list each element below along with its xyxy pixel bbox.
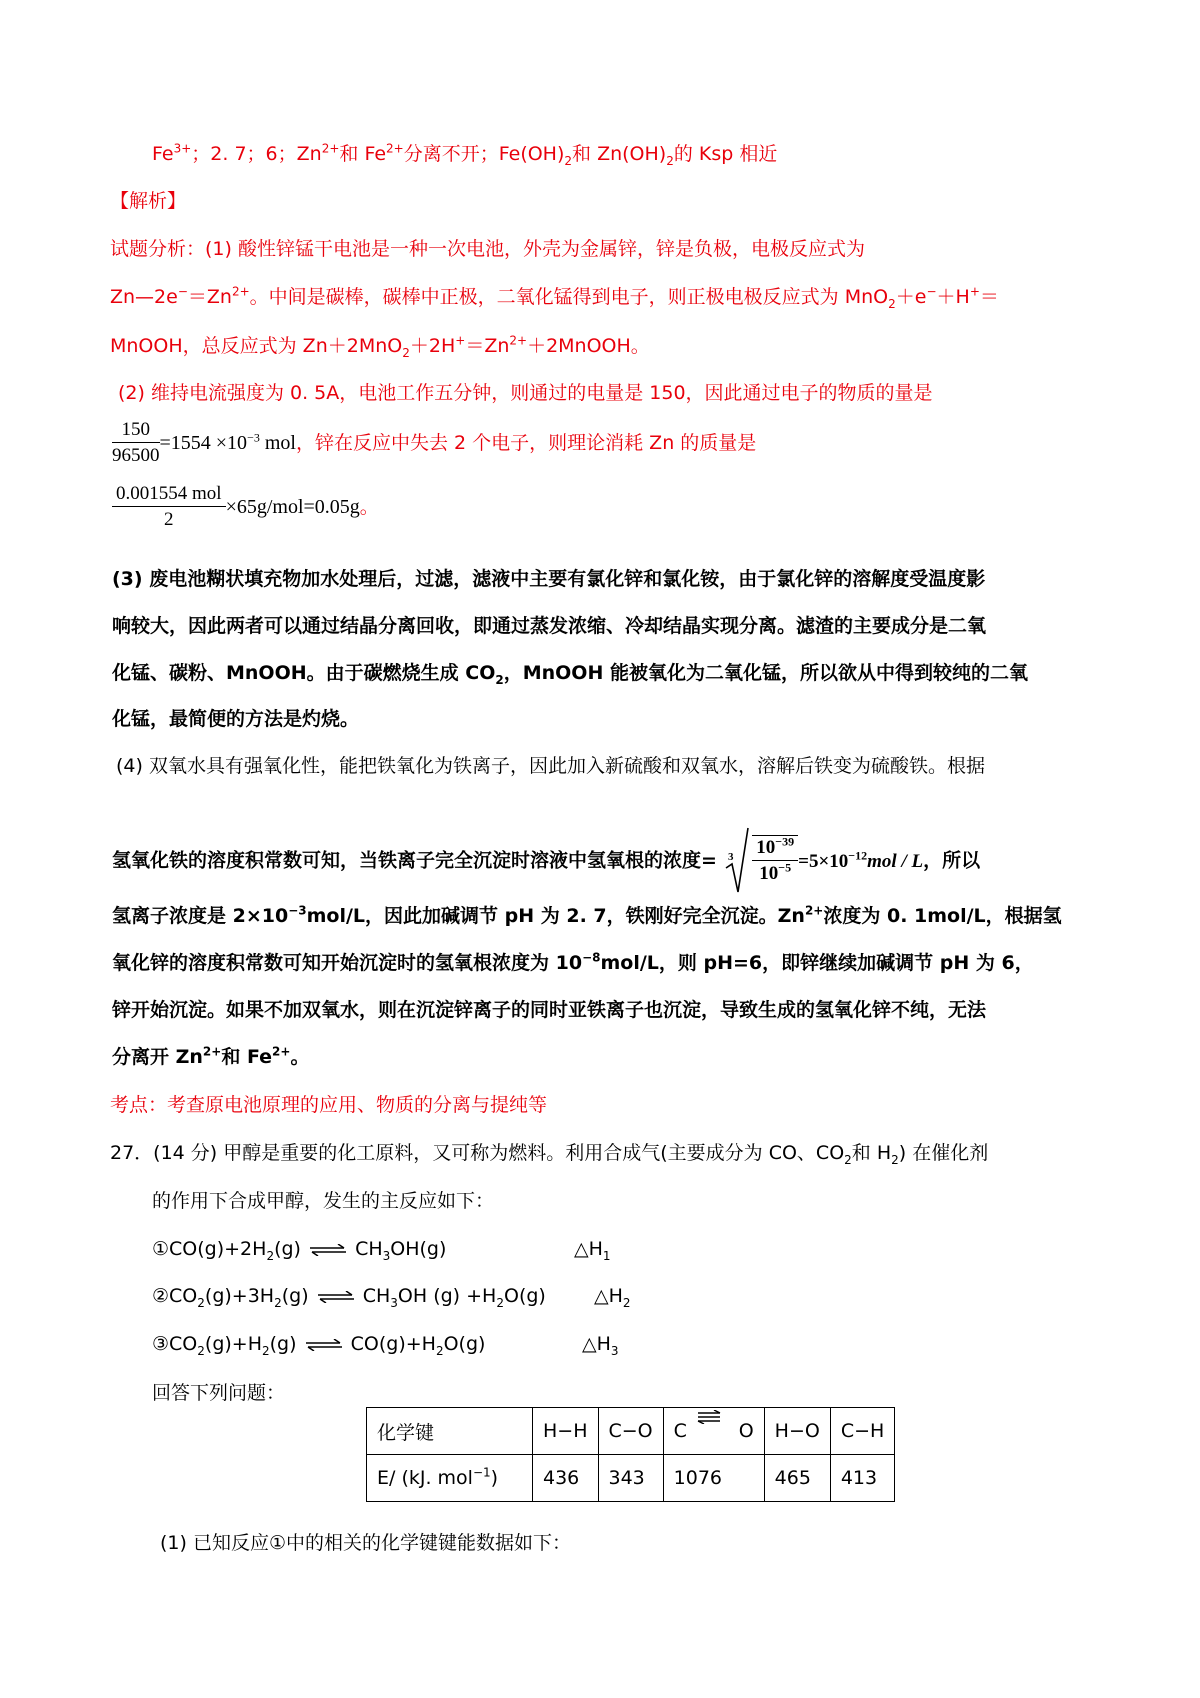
reaction-2: $②CO_2(g)+3H_2(g)$ $CH_3OH$ $(g) +H_2O(g)$ [152, 1285, 546, 1310]
reaction-3: $③CO_2(g)+H_2(g)$ $CO(g)+H_2O(g)$ [152, 1333, 486, 1358]
section3-line1: (3) 废电池糊状填充物加水处理后，过滤，滤液中主要有氯化锌和氯化铵，由于氯化锌的溶解度受温度影 [112, 568, 986, 590]
section3-line4: 化锰，最简便的方法是灼烧。 [112, 708, 360, 730]
section2-equation1: $\frac{150}{96500}$ $=1554 \times 10^{-3}$ mol，锌在反应中失去 2 个电子，则理论消耗 Zn 的质量是 [112, 418, 756, 469]
section3-line2: 响较大，因此两者可以通过结晶分离回收，即通过蒸发浓缩、冷却结晶实现分离。滤渣的主要成分是二氧 [112, 615, 987, 637]
table-row [367, 1408, 895, 1455]
reaction-1: $①CO(g)+2H_2(g)$ $CH_3OH(g)$ [152, 1238, 447, 1263]
table-cell: 343 [598, 1455, 663, 1502]
top-answer-line: $Fe^{3+}$；2. 7；6；$Zn^{2+}$和 $Fe^{2+}$分离不开；$Fe(OH)_2$和 $Zn(OH)_2$的 Ksp 相近 [152, 141, 778, 168]
cube-root-expression: 3 $\frac{10^{-39}}{10^{-5}}$ [724, 826, 799, 896]
section4-line3: 氢离子浓度是 $2\times 10^{-3}mol/L$，因此加碱调节 pH 为 2. 7，铁刚好完全沉淀。$Zn^{2+}$浓度为 0. 1mol/L，根据氢 [112, 903, 1062, 927]
section4-line6: 分离开 $Zn^{2+}$和 $Fe^{2+}$。 [112, 1044, 310, 1068]
table-cell: 436 [533, 1455, 599, 1502]
reaction-3-dh: $\triangle H_3$ [582, 1333, 619, 1358]
q27-line2: 的作用下合成甲醇，发生的主反应如下： [152, 1190, 495, 1212]
section4-line1: (4) 双氧水具有强氧化性，能把铁氧化为铁离子，因此加入新硫酸和双氧水，溶解后铁变为硫酸铁。根据 [116, 755, 985, 777]
table-header-cell: C−O [598, 1408, 663, 1455]
section4-line2: 氢氧化铁的溶度积常数可知，当铁离子完全沉淀时溶液中氢氧根的浓度= 3 $\frac{10^{-39}}{10^{-5}}$ $=5\times 10^{-12}mol / L$，所以 [112, 826, 980, 896]
section3-line3: 化锰、碳粉、MnOOH。由于碳燃烧生成 $CO_2$，MnOOH 能被氧化为二氧化锰，所以欲从中得到较纯的二氧 [112, 662, 1028, 687]
table-row-label: E/ (kJ. mol$^{-1}$) [367, 1455, 533, 1502]
section1-line2: $Zn—2e^-=Zn^{2+}$。中间是碳棒，碳棒中正极，二氧化锰得到电子，则正极电极反应式为 MnO$_2$＋e−＋H+＝ [110, 284, 999, 311]
kaodian-line: 考点：考查原电池原理的应用、物质的分离与提纯等 [110, 1094, 548, 1116]
q27-sub1: (1) 已知反应①中的相关的化学键键能数据如下： [160, 1532, 571, 1554]
reaction-2-dh: $\triangle H_2$ [594, 1285, 631, 1310]
table-header-cell: C−H [830, 1408, 894, 1455]
table-cell: 465 [764, 1455, 830, 1502]
table-header-cell: H−O [764, 1408, 830, 1455]
table-header-cell-triple-bond: C O [663, 1408, 764, 1455]
reaction-1-dh: $\triangle H_1$ [574, 1238, 611, 1263]
bond-energy-table [366, 1407, 895, 1502]
table-header-cell: H−H [533, 1408, 599, 1455]
equilibrium-arrow-icon [310, 1244, 346, 1256]
table-cell: 1076 [663, 1455, 764, 1502]
section1-line3: MnOOH，总反应式为 $Zn+2MnO_2+2H^+=Zn^{2+}+2MnOOH$。 [110, 333, 650, 360]
table-row [367, 1455, 895, 1502]
fraction-150-over-96500: $\frac{150}{96500}$ [112, 419, 160, 466]
equilibrium-arrow-icon [318, 1291, 354, 1303]
analysis-heading: 【解析】 [110, 190, 187, 212]
answer-prompt: 回答下列问题： [152, 1382, 286, 1404]
section2-equation2: $\frac{\text{0.001554 mol}}{2}$ ×65g/mol=0.05g。 [112, 482, 379, 533]
section4-line4: 氧化锌的溶度积常数可知开始沉淀时的氢氧根浓度为 $10^{-8}mol/L$，则 pH=6，即锌继续加碱调节 pH 为 6， [112, 950, 1034, 974]
section2-line1: (2) 维持电流强度为 0. 5A，电池工作五分钟，则通过的电量是 150，因此通过电子的物质的量是 [118, 382, 933, 404]
q27-line1: 27．(14 分) 甲醇是重要的化工原料，又可称为燃料。利用合成气(主要成分为 CO、$CO_2$和 $H_2$) 在催化剂 [110, 1142, 989, 1167]
fraction-zn-moles-over-2: $\frac{\text{0.001554 mol}}{2}$ [112, 482, 226, 533]
equilibrium-arrow-icon [306, 1339, 342, 1351]
radical-sign [724, 826, 750, 896]
svg-text:3: 3 [727, 851, 734, 863]
triple-bond-arrow-icon [696, 1410, 722, 1424]
section1-line1: 试题分析：(1) 酸性锌锰干电池是一种一次电池，外壳为金属锌，锌是负极，电极反应式为 [110, 238, 865, 260]
table-cell: 413 [830, 1455, 894, 1502]
table-header-cell: 化学键 [367, 1408, 533, 1455]
section4-line5: 锌开始沉淀。如果不加双氧水，则在沉淀锌离子的同时亚铁离子也沉淀，导致生成的氢氧化锌不纯，无法 [112, 999, 987, 1021]
